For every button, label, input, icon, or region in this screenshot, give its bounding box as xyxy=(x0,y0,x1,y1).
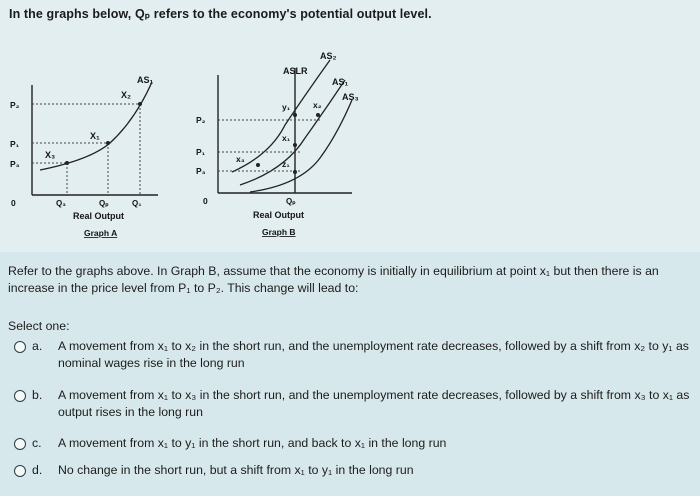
option-c-radio[interactable] xyxy=(14,438,26,450)
graph-a-point-x2 xyxy=(138,102,142,106)
graph-b-point-label-y1: y₁ xyxy=(282,102,291,112)
graph-b-point-z1 xyxy=(293,170,297,174)
graph-b-xlabel: Real Output xyxy=(253,210,304,220)
graph-a-xlabel: Real Output xyxy=(73,211,124,221)
option-a-radio[interactable] xyxy=(14,341,26,353)
option-c[interactable] xyxy=(14,435,694,452)
graph-b xyxy=(196,51,359,237)
graphs-figure xyxy=(0,40,360,250)
graph-b-point-x2 xyxy=(316,113,320,117)
graph-a-xtick-qp: Qₚ xyxy=(99,199,109,208)
graph-a xyxy=(10,75,158,238)
option-d[interactable] xyxy=(14,462,694,479)
graph-b-curve-label-as1: AS₁ xyxy=(332,77,349,87)
graph-b-point-y1 xyxy=(293,113,297,117)
graph-a-as1-curve xyxy=(40,82,152,170)
graph-b-point-label-x1: x₁ xyxy=(282,133,291,143)
graph-a-caption: Graph A xyxy=(84,228,118,238)
graph-b-curve-label-aslr: ASLR xyxy=(283,66,308,76)
graph-a-point-x3 xyxy=(65,161,69,165)
question-prompt: Refer to the graphs above. In Graph B, assume that the economy is initially in equilibrium at point x₁ but then there is an increase in the price level from P₁ to P₂. This change will lead to: xyxy=(8,264,659,295)
graph-a-xtick-q3: Q₃ xyxy=(56,199,66,208)
option-c-letter: c. xyxy=(32,436,42,450)
option-c-text: A movement from x₁ to y₁ in the short run, and back to x₁ in the long run xyxy=(58,436,447,450)
graph-b-ytick-p1: P₁ xyxy=(196,147,206,157)
graph-b-caption: Graph B xyxy=(262,227,296,237)
graph-b-ytick-p2: P₂ xyxy=(196,115,206,125)
option-a-text: A movement from x₁ to x₂ in the short run, and the unemployment rate decreases, followed by a shift from x₂ to y₁ as nominal wages rise in the long run xyxy=(58,339,689,370)
option-d-radio[interactable] xyxy=(14,465,26,477)
question-title: In the graphs below, Qₚ refers to the economy's potential output level. xyxy=(9,7,432,21)
graphs-svg xyxy=(0,40,360,250)
graph-b-as3-curve xyxy=(250,100,352,192)
graph-b-curve-label-as3: AS₃ xyxy=(342,92,359,102)
graph-b-point-label-x2: x₂ xyxy=(313,100,322,110)
graph-b-point-label-x3: x₃ xyxy=(236,154,245,164)
graph-b-xtick-qp: Qₚ xyxy=(286,197,296,206)
graph-b-ytick-p3: P₃ xyxy=(196,166,206,176)
graph-b-as2-curve xyxy=(232,60,330,172)
graph-a-xtick-q1: Q₁ xyxy=(132,199,142,208)
option-b-text: A movement from x₁ to x₃ in the short run, and the unemployment rate decreases, followed by a shift from x₃ to x₁ as output rises in the long run xyxy=(58,388,690,419)
graph-b-origin: 0 xyxy=(203,196,208,206)
graph-b-as1-curve xyxy=(240,80,345,185)
graph-a-ytick-p2: P₂ xyxy=(10,100,20,110)
graph-a-point-label-x2: X₂ xyxy=(121,90,132,100)
graph-b-point-x3 xyxy=(256,163,260,167)
option-d-text: No change in the short run, but a shift from x₁ to y₁ in the long run xyxy=(58,463,414,477)
graph-b-curve-label-as2: AS₂ xyxy=(320,51,337,61)
graph-a-curve-label: AS₁ xyxy=(137,75,154,85)
option-b-letter: b. xyxy=(32,388,43,402)
select-one-label: Select one: xyxy=(8,319,70,333)
graph-a-point-label-x1: X₁ xyxy=(90,131,100,141)
option-b[interactable] xyxy=(14,387,694,421)
graph-a-point-x1 xyxy=(106,141,110,145)
option-a-letter: a. xyxy=(32,339,43,353)
graph-a-ytick-p1: P₁ xyxy=(10,139,20,149)
option-b-radio[interactable] xyxy=(14,390,26,402)
graph-a-point-label-x3: X₃ xyxy=(45,150,56,160)
graph-b-point-label-z1: z₁ xyxy=(282,159,290,169)
graph-a-ytick-p3: P₃ xyxy=(10,159,20,169)
option-d-letter: d. xyxy=(32,463,43,477)
option-a[interactable] xyxy=(14,338,694,372)
graph-a-origin: 0 xyxy=(11,198,16,208)
graph-b-point-x1 xyxy=(293,143,297,147)
